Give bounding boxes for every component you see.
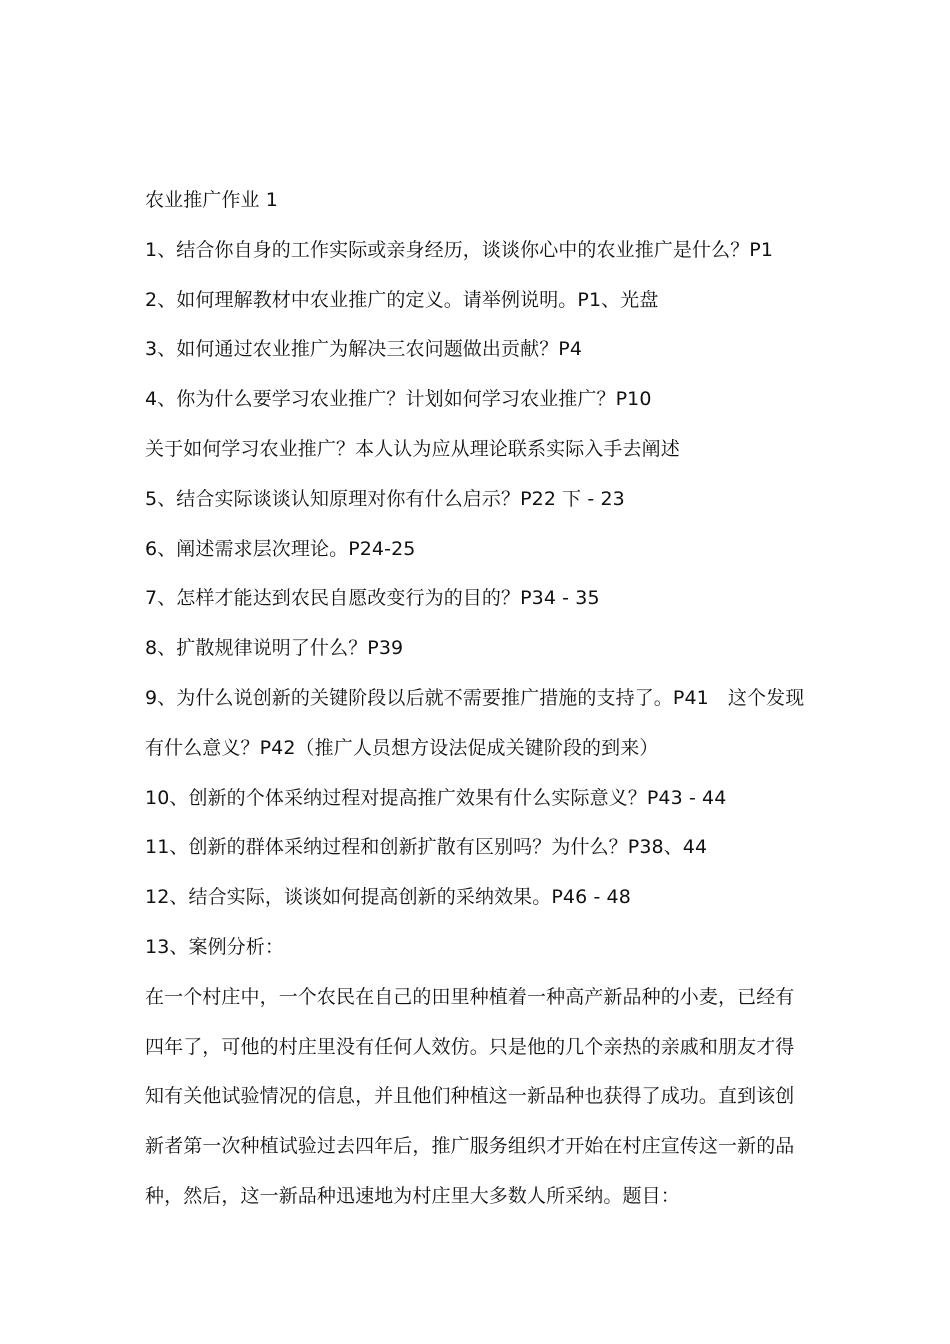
case-paragraph-line: 四年了，可他的村庄里没有任何人效仿。只是他的几个亲热的亲戚和朋友才得	[145, 1035, 795, 1058]
question-7: 7、怎样才能达到农民自愿改变行为的目的？P34 - 35	[145, 587, 600, 610]
question-12: 12、结合实际，谈谈如何提高创新的采纳效果。P46 - 48	[145, 886, 631, 909]
case-paragraph-line: 新者第一次种植试验过去四年后，推广服务组织才开始在村庄宣传这一新的品	[145, 1135, 795, 1158]
case-paragraph-line: 在一个村庄中，一个农民在自己的田里种植着一种高产新品种的小麦，已经有	[145, 985, 795, 1008]
question-9-continued: 有什么意义？P42（推广人员想方设法促成关键阶段的到来）	[145, 736, 659, 759]
question-10: 10、创新的个体采纳过程对提高推广效果有什么实际意义？P43 - 44	[145, 786, 727, 809]
case-paragraph-line: 种，然后，这一新品种迅速地为村庄里大多数人所采纳。题目：	[145, 1184, 680, 1207]
question-8: 8、扩散规律说明了什么？P39	[145, 637, 404, 660]
answer-note-4: 关于如何学习农业推广？本人认为应从理论联系实际入手去阐述	[145, 437, 680, 460]
question-4: 4、你为什么要学习农业推广？计划如何学习农业推广？P10	[145, 388, 652, 411]
document-title: 农业推广作业 1	[145, 189, 278, 211]
question-6: 6、阐述需求层次理论。P24-25	[145, 537, 416, 560]
case-paragraph-line: 知有关他试验情况的信息，并且他们种植这一新品种也获得了成功。直到该创	[145, 1085, 795, 1108]
question-1: 1、结合你自身的工作实际或亲身经历，谈谈你心中的农业推广是什么？P1	[145, 238, 774, 261]
question-9: 9、为什么说创新的关键阶段以后就不需要推广措施的支持了。P41 这个发现	[145, 686, 805, 709]
question-13-heading: 13、案例分析：	[145, 935, 284, 958]
question-3: 3、如何通过农业推广为解决三农问题做出贡献？P4	[145, 338, 583, 361]
question-11: 11、创新的群体采纳过程和创新扩散有区别吗？为什么？P38、44	[145, 836, 708, 859]
question-2: 2、如何理解教材中农业推广的定义。请举例说明。P1、光盘	[145, 288, 659, 311]
document-body	[145, 182, 815, 1228]
question-5: 5、结合实际谈谈认知原理对你有什么启示？P22 下 - 23	[145, 487, 625, 510]
